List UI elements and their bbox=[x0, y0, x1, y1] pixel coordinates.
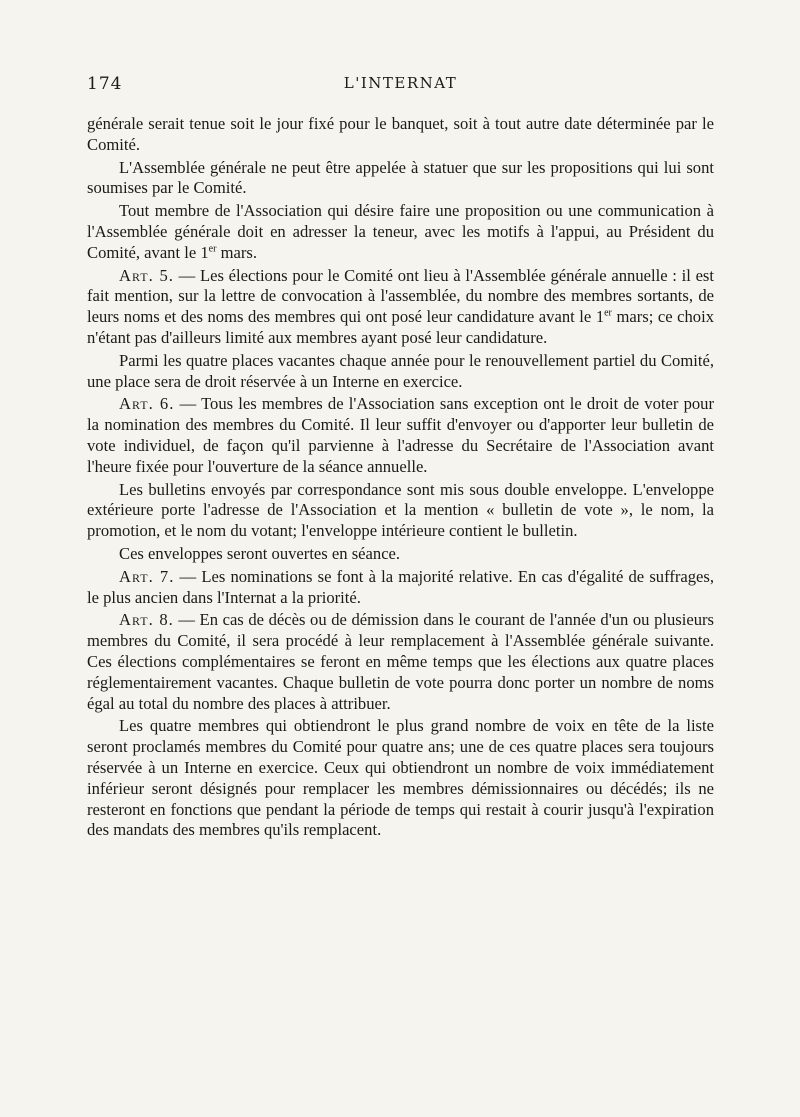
running-title: L'INTERNAT bbox=[343, 74, 458, 92]
article-6: Art. 6. — Tous les membres de l'Association sans exception ont le droit de voter pour la nomination des membres du Comité. Il leur suffit d'envoyer ou d'apporter leur bulletin de vote individuel, de façon qu'il parvienne à l'adresse du Secrétaire de l'Association avant l'heure fixée pour l'ouverture de la séance annuelle. bbox=[87, 394, 715, 476]
article-label: Art. 5. bbox=[119, 265, 174, 285]
paragraph-enveloppes: Ces enveloppes seront ouvertes en séance. bbox=[119, 543, 401, 563]
paragraph-places-vacantes: Parmi les quatre places vacantes chaque année pour le renouvellement partiel du Comité, une place sera de droit réservée à un Interne en exercice. bbox=[87, 350, 714, 391]
text-body bbox=[87, 114, 714, 843]
article-8: Art. 8. — En cas de décès ou de démission dans le courant de l'année d'un ou plusieurs membres du Comité, il sera procédé à leur remplacement à l'Assemblée générale suivante. Ces élections complémentaires se feront en même temps que les élections aux quatre places réglementairement vacantes. Chaque bulletin de vote pourra donc porter un nombre de noms égal au total du nombre des places à attribuer. bbox=[87, 610, 714, 713]
paragraph-quatre-membres: Les quatre membres qui obtiendront le plus grand nombre de voix en tête de la liste seront proclamés membres du Comité pour quatre ans; une de ces quatre places sera toujours réservée à un Interne en exercice. Ceux qui obtiendront un nombre de voix immédiatement inférieur seront désignés pour remplacer les membres démissionnaires ou décédés; ils ne resteront en fonctions que pendant la période de temps qui restait à courir jusqu'à l'expiration des mandats des membres qu'ils remplacent. bbox=[87, 716, 714, 840]
article-label: Art. 7. bbox=[119, 566, 175, 586]
article-5: Art. 5. — Les élections pour le Comité ont lieu à l'Assemblée générale annuelle : il est fait mention, sur la lettre de convocation à l'assemblée, du nombre des membres sortants, de leurs noms et des noms des membres qui ont posé leur candidature avant le 1er mars; ce choix n'étant pas d'ailleurs limité aux membres ayant posé leur candidature. bbox=[87, 265, 715, 347]
running-header bbox=[87, 70, 714, 94]
paragraph-bulletins: Les bulletins envoyés par correspondance sont mis sous double enveloppe. L'enveloppe extérieure porte l'adresse de l'Association et la mention « bulletin de vote », le nom, la promotion, et le nom du votant; l'enveloppe intérieure contient le bulletin. bbox=[87, 479, 714, 541]
article-label: Art. 6. bbox=[119, 394, 175, 414]
paragraph-proposition: Tout membre de l'Association qui désire faire une proposition ou une communication à l'Assemblée générale doit en adresser la teneur, avec les motifs à l'appui, au Président du Comité, avant le 1er mars. bbox=[87, 201, 714, 262]
page-number: 174 bbox=[87, 74, 123, 94]
paragraph-assemblee: L'Assemblée générale ne peut être appelée à statuer que sur les propositions qui lui sont soumises par le Comité. bbox=[87, 157, 714, 198]
article-label: Art. 8. bbox=[119, 610, 174, 630]
article-7: Art. 7. — Les nominations se font à la majorité relative. En cas d'égalité de suffrages, le plus ancien dans l'Internat a la priorité. bbox=[87, 566, 714, 607]
paragraph-continuation: générale serait tenue soit le jour fixé pour le banquet, soit à tout autre date déterminée par le Comité. bbox=[87, 114, 714, 154]
